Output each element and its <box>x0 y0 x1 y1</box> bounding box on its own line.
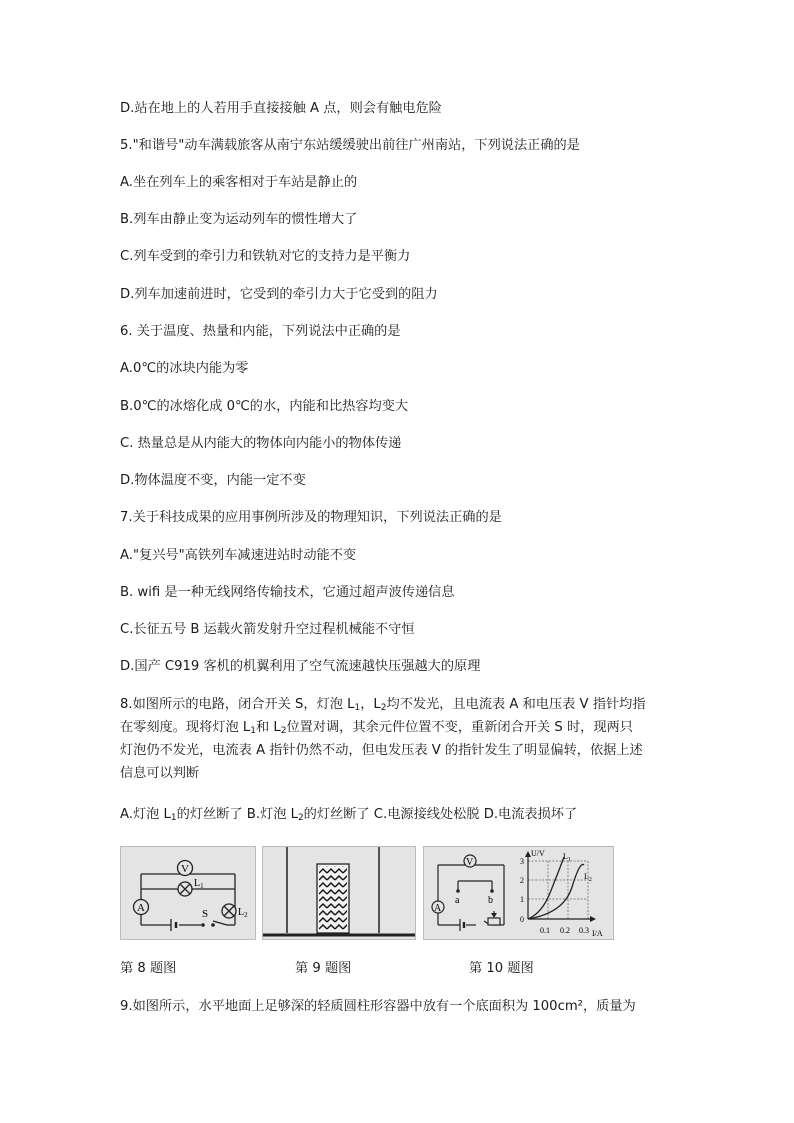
q8-stem-line-3: 灯泡仍不发光，电流表 A 指针仍然不动，但电发压表 V 的指针发生了明显偏转，依据上述 <box>120 743 643 758</box>
q8-stem <box>120 693 680 785</box>
q4-option-d: D.站在地上的人若用手直接接触 A 点，则会有触电危险 <box>120 101 442 116</box>
fig10-y-tick-1: 1 <box>520 895 524 904</box>
fig10-x-tick-0-3: 0.3 <box>579 926 589 935</box>
q7-option-a: A."复兴号"高铁列车减速进站时动能不变 <box>120 548 357 563</box>
fig10-curve-l2-label: $L_2$ <box>584 872 592 883</box>
q5-option-c: C.列车受到的牵引力和铁轨对它的支持力是平衡力 <box>120 249 411 264</box>
q8-stem-line-2: 在零刻度。现将灯泡 $L_1$和 $L_2$位置对调，其余元件位置不变，重新闭合开关 S 时，现两只 <box>120 720 633 736</box>
q7-option-b: B. wifi 是一种无线网络传输技术，它通过超声波传递信息 <box>120 585 455 600</box>
fig10-y-tick-2: 2 <box>520 876 524 885</box>
fig10-x-tick-0-2: 0.2 <box>560 926 570 935</box>
q8-stem-line-1: 8.如图所示的电路，闭合开关 S，灯泡 $L_1$，$L_2$均不发光，且电流表 A 和电压表 V 指针均指 <box>120 697 646 713</box>
q6-option-a: A.0℃的冰块内能为零 <box>120 361 249 376</box>
q6-option-b: B.0℃的冰熔化成 0℃的水，内能和比热容均变大 <box>120 399 409 414</box>
fig10-y-axis-label: U/V <box>531 849 545 858</box>
fig8-l2-label: $L_2$ <box>238 907 248 919</box>
fig10-point-a: a <box>455 895 460 906</box>
q5-option-b: B.列车由静止变为运动列车的惯性增大了 <box>120 212 358 227</box>
fig8-voltmeter-label: V <box>181 863 189 875</box>
fig10-y-tick-3: 3 <box>520 857 524 866</box>
fig10-x-axis-label: I/A <box>592 929 603 938</box>
fig10-y-tick-0: 0 <box>520 915 524 924</box>
fig8-switch-label: S <box>202 908 209 920</box>
q9-stem: 9.如图所示，水平地面上足够深的轻质圆柱形容器中放有一个底面积为 100cm²，质量为 <box>120 999 636 1014</box>
q7-stem: 7.关于科技成果的应用事例所涉及的物理知识，下列说法正确的是 <box>120 510 502 525</box>
fig8-l1-label: $L_1$ <box>194 878 204 890</box>
q5-option-a: A.坐在列车上的乘客相对于车站是静止的 <box>120 175 358 190</box>
fig10-point-b: b <box>488 895 493 906</box>
figure-8-circuit <box>120 846 256 940</box>
fig10-x-tick-0-1: 0.1 <box>540 926 550 935</box>
q7-option-c: C.长征五号 B 运载火箭发射升空过程机械能不守恒 <box>120 622 415 637</box>
fig8-ammeter-label: A <box>137 902 145 914</box>
figure-8-caption: 第 8 题图 <box>120 961 177 976</box>
fig10-ammeter-label: A <box>434 903 442 914</box>
q8-options: A.灯泡 $L_1$的灯丝断了 B.灯泡 $L_2$的灯丝断了 C.电源接线处松脱 D.电流表损坏了 <box>120 807 578 823</box>
q8-stem-line-4: 信息可以判断 <box>120 766 200 781</box>
fig10-voltmeter-label: V <box>466 857 474 868</box>
figure-9-caption: 第 9 题图 <box>295 961 352 976</box>
figure-10-circuit-graph <box>423 846 614 940</box>
figure-9-container <box>262 846 416 940</box>
fig10-curve-l1-label: $L_1$ <box>563 852 571 863</box>
q5-stem: 5."和谐号"动车满载旅客从南宁东站缓缓驶出前往广州南站，下列说法正确的是 <box>120 138 580 153</box>
q7-option-d: D.国产 C919 客机的机翼利用了空气流速越快压强越大的原理 <box>120 659 481 674</box>
figure-10-caption: 第 10 题图 <box>469 961 534 976</box>
q6-option-d: D.物体温度不变，内能一定不变 <box>120 473 306 488</box>
q5-option-d: D.列车加速前进时，它受到的牵引力大于它受到的阻力 <box>120 287 438 302</box>
q6-stem: 6. 关于温度、热量和内能，下列说法中正确的是 <box>120 324 401 339</box>
q6-option-c: C. 热量总是从内能大的物体向内能小的物体传递 <box>120 436 402 451</box>
